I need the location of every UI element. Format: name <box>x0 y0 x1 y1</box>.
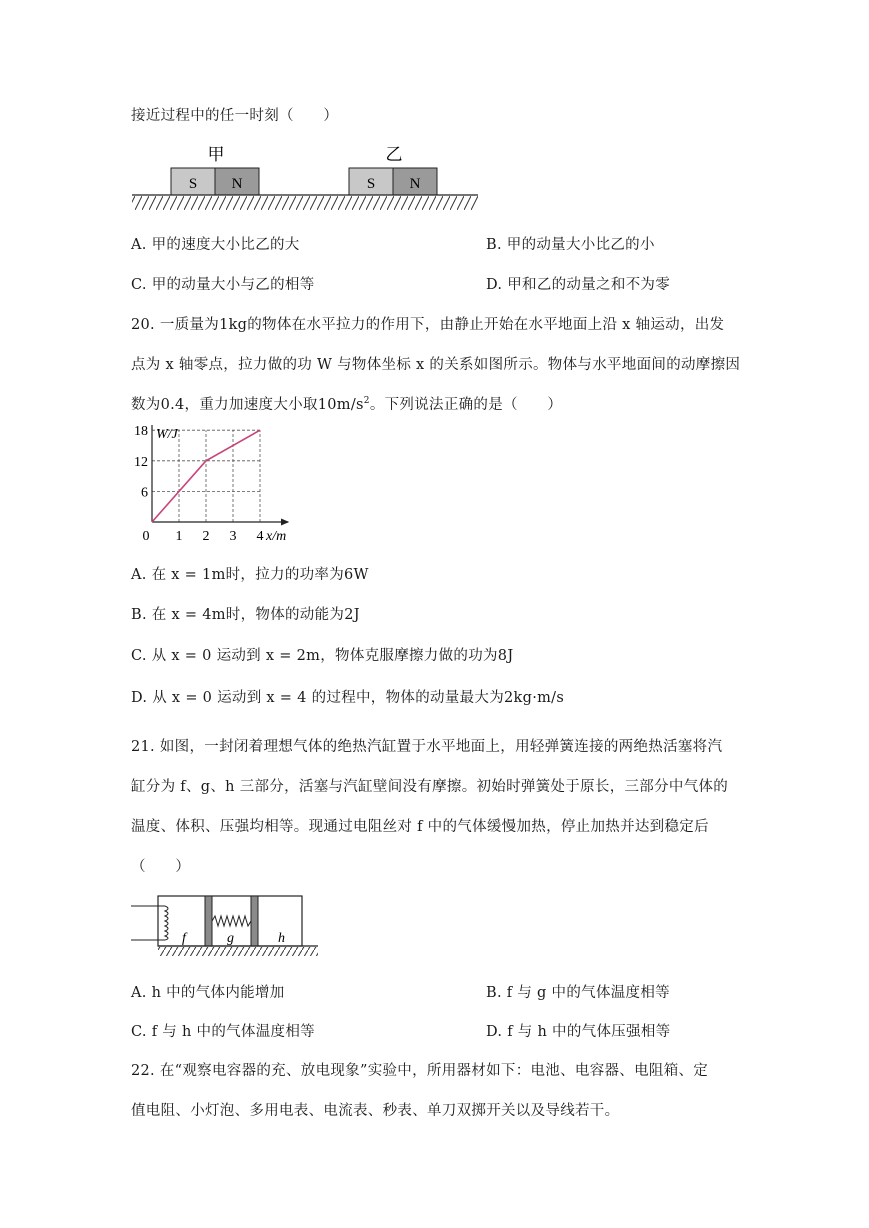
q21-stem-line1: 21. 如图，一封闭着理想气体的绝热汽缸置于水平地面上，用轻弹簧连接的两绝热活塞将汽 <box>131 739 723 755</box>
q21-option-d: D. f 与 h 中的气体压强相等 <box>486 1024 671 1040</box>
x-tick-label: 0 <box>142 529 150 544</box>
q21-option-b: B. f 与 g 中的气体温度相等 <box>486 985 670 1001</box>
ground-hatch-2 <box>158 947 318 956</box>
q19-stem-tail: 接近过程中的任一时刻（ ） <box>131 108 339 124</box>
y-tick-label: 18 <box>134 425 148 440</box>
q20-stem-line3: 数为0.4，重力加速度大小取$10m/s^2$。下列说法正确的是（ ） <box>131 396 563 413</box>
q21-option-c: C. f 与 h 中的气体温度相等 <box>131 1024 315 1040</box>
label-h: h <box>278 931 285 946</box>
q20-stem-line1: 20. 一质量为1kg的物体在水平拉力的作用下，由静止开始在水平地面上沿 x 轴运动，出发 <box>131 317 725 333</box>
chart-grid <box>152 430 260 522</box>
piston-right <box>251 896 258 946</box>
label-yi: 乙 <box>385 145 403 164</box>
cylinder-figure <box>128 890 322 960</box>
q21-stem-line2: 缸分为 f、g、h 三部分，活塞与汽缸壁间没有摩擦。初始时弹簧处于原长，三部分中气体的 <box>131 779 729 795</box>
magnets-figure <box>128 140 480 216</box>
ground-hatch <box>132 196 478 210</box>
q20-option-d: D. 从 x = 0 运动到 x = 4 的过程中，物体的动量最大为2kg·m/s <box>131 690 565 706</box>
q19-option-c: C. 甲的动量大小与乙的相等 <box>131 277 315 293</box>
piston-left <box>205 896 212 946</box>
magnet-yi <box>349 168 437 195</box>
x-tick-label: 3 <box>229 529 237 544</box>
q22-stem-line2: 值电阻、小灯泡、多用电表、电流表、秒表、单刀双掷开关以及导线若干。 <box>131 1103 620 1119</box>
x-tick-label: 4 <box>256 529 264 544</box>
q20-option-a: A. 在 x = 1m时，拉力的功率为6W <box>131 567 369 583</box>
pole-s-jia: S <box>188 176 198 192</box>
label-jia: 甲 <box>207 145 225 164</box>
x-tick-label: 2 <box>202 529 210 544</box>
q20-option-c: C. 从 x = 0 运动到 x = 2m，物体克服摩擦力做的功为8J <box>131 648 514 664</box>
spring <box>212 916 251 926</box>
q21-option-a: A. h 中的气体内能增加 <box>131 985 285 1001</box>
pole-n-yi: N <box>409 176 421 192</box>
q20-option-b: B. 在 x = 4m时，物体的动能为2J <box>131 607 360 623</box>
heater-coil <box>165 906 168 940</box>
magnet-jia <box>171 168 259 195</box>
x-axis-label: x/m <box>266 529 287 544</box>
y-tick-label: 12 <box>134 454 148 470</box>
pole-n-jia: N <box>231 176 243 192</box>
q21-stem-line3: 温度、体积、压强均相等。现通过电阻丝对 f 中的气体缓慢加热，停止加热并达到稳定后 <box>131 819 709 835</box>
q19-option-b: B. 甲的动量大小比乙的小 <box>486 237 655 253</box>
q19-option-a: A. 甲的速度大小比乙的大 <box>131 237 300 253</box>
chart-tick-labels <box>134 425 264 544</box>
q19-option-d: D. 甲和乙的动量之和不为零 <box>486 277 671 293</box>
pole-s-yi: S <box>366 176 376 192</box>
label-f: f <box>182 931 186 946</box>
work-position-chart <box>134 425 304 545</box>
y-axis-label: W/J <box>156 427 178 442</box>
q20-stem-line2: 点为 x 轴零点，拉力做的功 W 与物体坐标 x 的关系如图所示。物体与水平地面间的动摩擦因 <box>131 357 741 373</box>
q21-stem-line4: （ ） <box>131 859 191 875</box>
q22-stem-line1: 22. 在“观察电容器的充、放电现象”实验中，所用器材如下：电池、电容器、电阻箱、定 <box>131 1063 709 1079</box>
x-tick-label: 1 <box>175 529 183 544</box>
y-tick-label: 6 <box>141 485 148 501</box>
label-g: g <box>227 931 234 946</box>
